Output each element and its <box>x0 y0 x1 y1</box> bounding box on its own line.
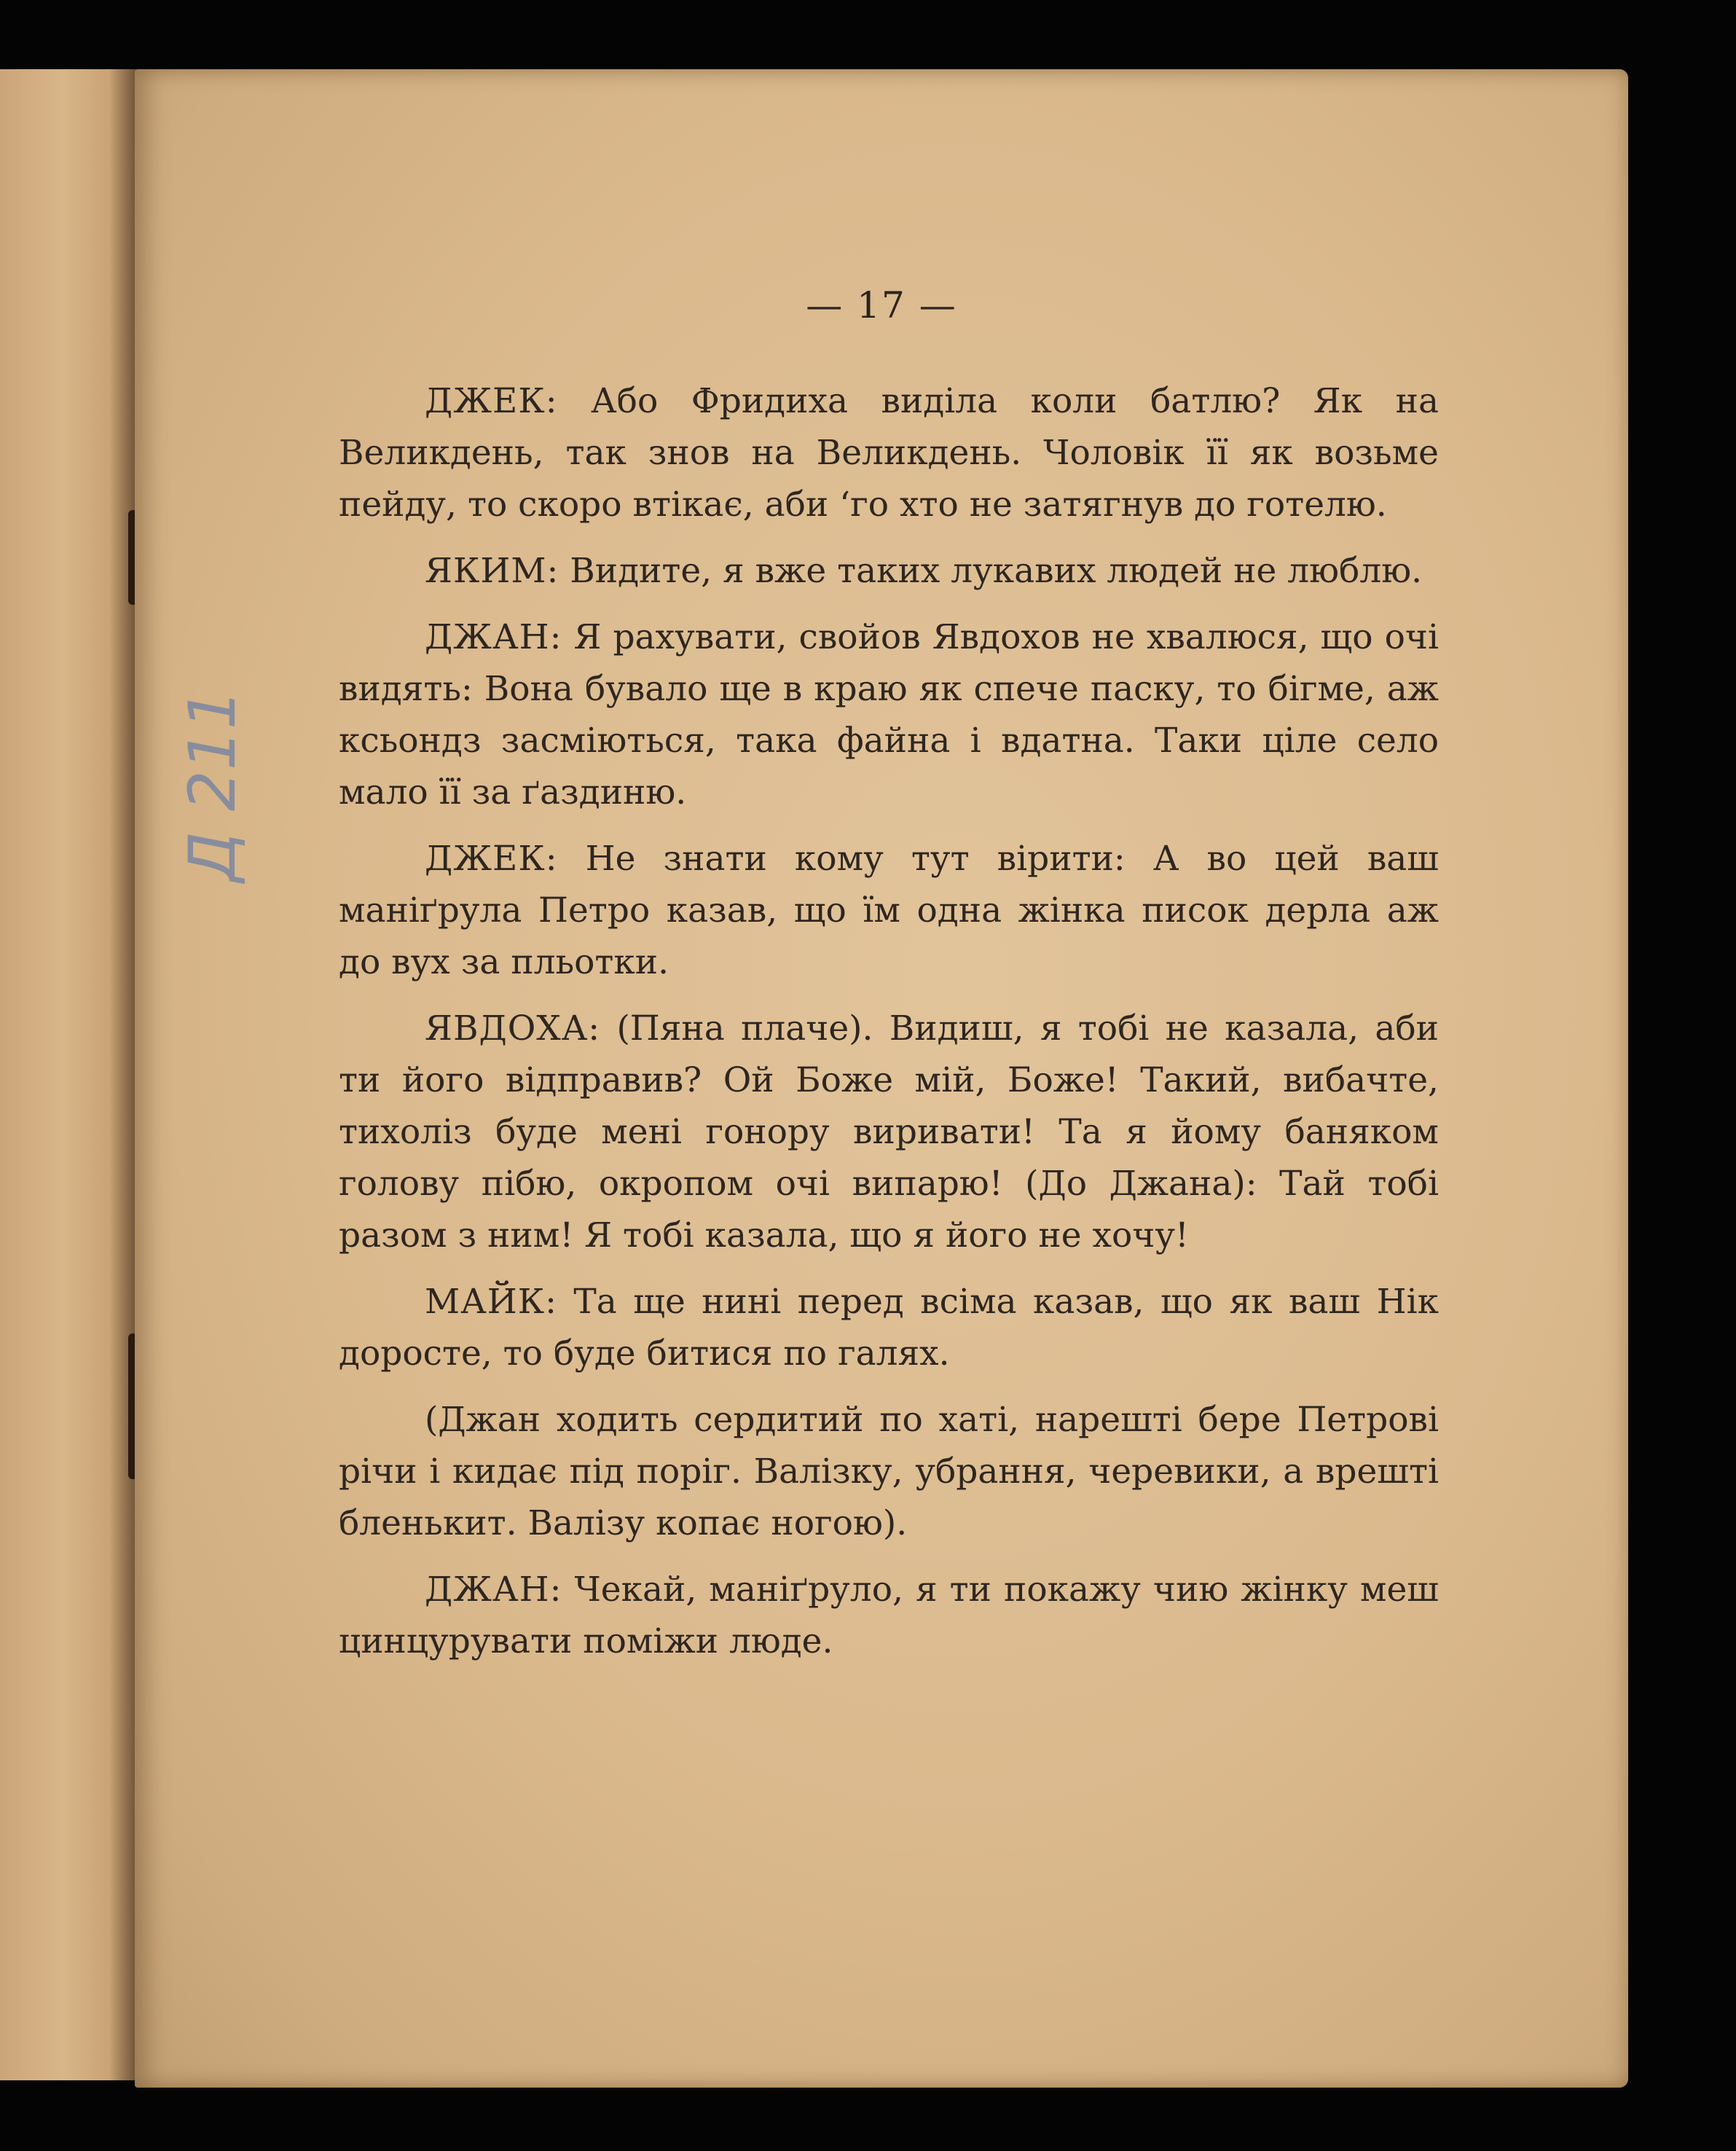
speaker-name: ДЖЕК: <box>425 839 558 879</box>
text-body <box>339 375 1439 1682</box>
paragraph <box>339 1564 1439 1667</box>
paragraph-text: Чекай, маніґруло, я ти покажу чию жінку меш цинцурувати поміжи люде. <box>339 1570 1439 1661</box>
stage-direction <box>339 1394 1439 1549</box>
paragraph-text: Та ще нині перед всіма казав, що як ваш Нік дорoсте, то буде битися по галях. <box>339 1282 1439 1374</box>
speaker-name: ЯВДОХА: <box>425 1008 601 1049</box>
speaker-name: ДЖАН: <box>425 617 562 657</box>
paragraph <box>339 545 1439 597</box>
paragraph <box>339 833 1439 988</box>
page-number: — 17 — <box>806 284 957 326</box>
handwritten-margin-note: Д 211 <box>175 689 250 882</box>
paragraph-text: Не знати кому тут вірити: А во цей ваш маніґрула Петро казав, що їм одна жінка писок дерла аж до вух за пльотки. <box>339 839 1439 982</box>
paragraph-text: (Пяна плаче). Видиш, я тобі не казала, аби ти його відправив? Ой Боже мій, Боже! Такий, вибачте, тихоліз буде мені гонору виривати! Та я йому баняком голову пібю, окропом очі випарю! (До Джана): Тай тобі разом з ним! Я тобі казала, що я його не хочу! <box>339 1008 1439 1255</box>
paragraph-text: Я рахувати, свойов Явдохов не хвалюся, що очі видять: Вона бувало ще в краю як спече паску, то бігме, аж ксьондз засміються, така файна і вдатна. Таки ціле село мало її за ґаздиню. <box>339 617 1439 812</box>
paragraph <box>339 611 1439 818</box>
paragraph <box>339 375 1439 530</box>
speaker-name: ДЖЕК: <box>425 381 558 421</box>
book-page <box>135 69 1628 2088</box>
paragraph-text: Або Фридиха виділа коли батлю? Як на Великдень, так знов на Великдень. Чоловік її як возьме пейду, то скоро втікає, аби ‘го хто не затягнув до готелю. <box>339 381 1439 525</box>
speaker-name: ЯКИМ: <box>425 551 559 591</box>
speaker-name: ДЖАН: <box>425 1570 562 1610</box>
speaker-name: МАЙК: <box>425 1282 557 1322</box>
paragraph-text: (Джан ходить сердитий по хаті, нарешті бере Петрові річи і кидає під поріг. Валізку, убрання, черевики, а врешті бленькит. Валізу копає ногою). <box>339 1400 1439 1543</box>
paragraph <box>339 1003 1439 1261</box>
paragraph-text: Видите, я вже таких лукавих людей не люблю. <box>559 551 1423 591</box>
paragraph <box>339 1276 1439 1379</box>
